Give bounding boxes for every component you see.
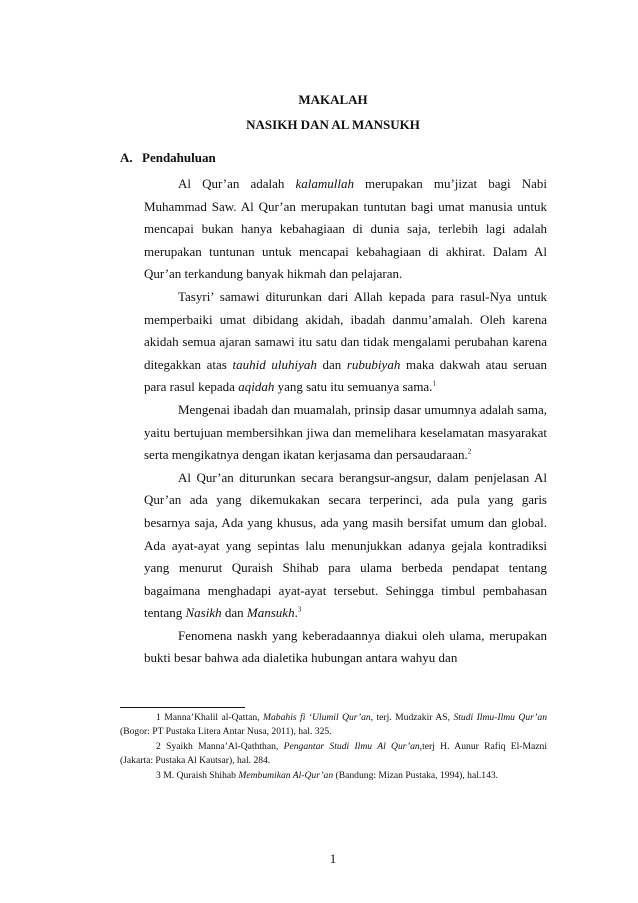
body-text bbox=[144, 173, 547, 670]
section-title: Pendahuluan bbox=[142, 150, 216, 165]
page-number: 1 bbox=[329, 851, 337, 866]
paragraph-5 bbox=[144, 625, 547, 670]
fn3-book-title: Membumikan Al-Qur’an bbox=[238, 770, 334, 782]
fn1-text-a: Manna’Khalil al-Qattan, bbox=[160, 712, 264, 723]
fn3-text-c: (Bandung: Mizan Pustaka, 1994), hal.143. bbox=[333, 770, 499, 782]
footnote-2-number: 2 bbox=[156, 741, 161, 753]
document-title: MAKALAH bbox=[298, 92, 368, 107]
p2-italic-term-2: rububiyah bbox=[346, 356, 401, 372]
footnote-separator bbox=[120, 707, 245, 708]
paragraph-4 bbox=[144, 467, 547, 625]
paragraph-1 bbox=[144, 173, 547, 286]
p2-text-a: Tasyri’ samawi diturunkan dari Allah kepada para rasul-Nya untuk memperbaiki umat dibidang akidah, ibadah danmu’amalah. Oleh karena akidah semua ajaran samawi itu satu dan tidak mengalami perubahan karena ditegakkan atas bbox=[144, 288, 547, 372]
footnotes bbox=[120, 711, 547, 785]
p4-text-e: . bbox=[294, 605, 298, 621]
paragraph-3 bbox=[144, 399, 547, 467]
p2-text-c: dan bbox=[316, 356, 347, 372]
fn2-text-c: ,terj H. Aunur Rafiq El-Mazni (Jakarta: Pustaka Al Kautsar), hal. 284. bbox=[120, 741, 547, 766]
fn1-text-c: terj. Mudzakir AS, bbox=[373, 712, 454, 723]
p1-text-a: Al Qur’an adalah bbox=[178, 176, 296, 191]
footnote-2 bbox=[120, 740, 547, 767]
p2-text-e: maka dakwah atau seruan para rasul kepada bbox=[144, 356, 547, 395]
paragraph-2 bbox=[144, 286, 547, 399]
p4-text-a: Al Qur’an diturunkan secara berangsur-angsur, dalam penjelasan Al Qur’an ada yang dikemukakan secara terperinci, ada pula yang garis besarnya saja, Ada yang khusus, ada yang masih bersifat umum dan global. Ada ayat-ayat yang sepintas lalu menunjukkan adanya gejala kontradiksi yang menurut Quraish Shihab para ulama berbeda pendapat tentang bagaimana menghadapi ayat-ayat tersebut. Sehingga timbul pembahasan tentang bbox=[144, 469, 547, 621]
fn1-translation-title: Studi Ilmu-Ilmu Qur’an bbox=[453, 712, 547, 723]
fn1-text-e: (Bogor: PT Pustaka Litera Antar Nusa, 2011), hal. 325. bbox=[120, 725, 332, 737]
fn2-text-a: Syaikh Manna’Al-Qaththan, bbox=[160, 741, 284, 753]
p2-italic-term-3: aqidah bbox=[238, 379, 275, 395]
section-number: A. bbox=[120, 150, 133, 165]
p3-text-a: Mengenai ibadah dan muamalah, prinsip dasar umumnya adalah sama, yaitu bertujuan membersihkan jiwa dan memelihara keselamatan masyarakat serta mengikatnya dengan ikatan kerjasama dan persaudaraan. bbox=[144, 401, 547, 463]
footnote-ref-3[interactable]: 3 bbox=[297, 605, 302, 614]
footnote-3-number: 3 bbox=[156, 770, 161, 782]
p2-text-g: yang satu itu semuanya sama. bbox=[274, 379, 433, 395]
footnote-ref-1[interactable]: 1 bbox=[432, 380, 436, 389]
p2-italic-term-1: tauhid uluhiyah bbox=[232, 356, 317, 372]
p1-italic-term: kalamullah bbox=[295, 176, 354, 191]
footnote-1-number: 1 bbox=[156, 712, 161, 723]
p1-text-c: merupakan mu’jizat bagi Nabi Muhammad Saw. Al Qur’an merupakan tuntutan bagi umat manusia untuk mencapai bukan hanya kebahagiaan di dunia saja, terlebih lagi adalah merupakan tuntunan untuk mencapai kebahagiaan di akhirat. Dalam Al Qur’an terkandung banyak hikmah dan pelajaran. bbox=[144, 176, 547, 282]
footnote-3 bbox=[120, 769, 547, 783]
p4-italic-term-2: Mansukh bbox=[246, 605, 295, 621]
fn3-text-a: M. Quraish Shihab bbox=[160, 770, 239, 782]
p5-text-a: Fenomena naskh yang keberadaannya diakui oleh ulama, merupakan bukti besar bahwa ada dialetika hubungan antara wahyu dan bbox=[144, 627, 547, 666]
p4-italic-term-1: Nasikh bbox=[185, 605, 222, 621]
fn1-book-title: Mabahis fi ‘Ulumil Qur’an, bbox=[263, 712, 374, 723]
p4-text-c: dan bbox=[221, 605, 247, 621]
section-heading bbox=[120, 150, 216, 166]
fn2-book-title: Pengantar Studi Ilmu Al Qur’an bbox=[283, 741, 420, 753]
document-subtitle: NASIKH DAN AL MANSUKH bbox=[246, 117, 420, 132]
footnote-ref-2[interactable]: 2 bbox=[467, 447, 472, 456]
footnote-1 bbox=[120, 711, 547, 738]
